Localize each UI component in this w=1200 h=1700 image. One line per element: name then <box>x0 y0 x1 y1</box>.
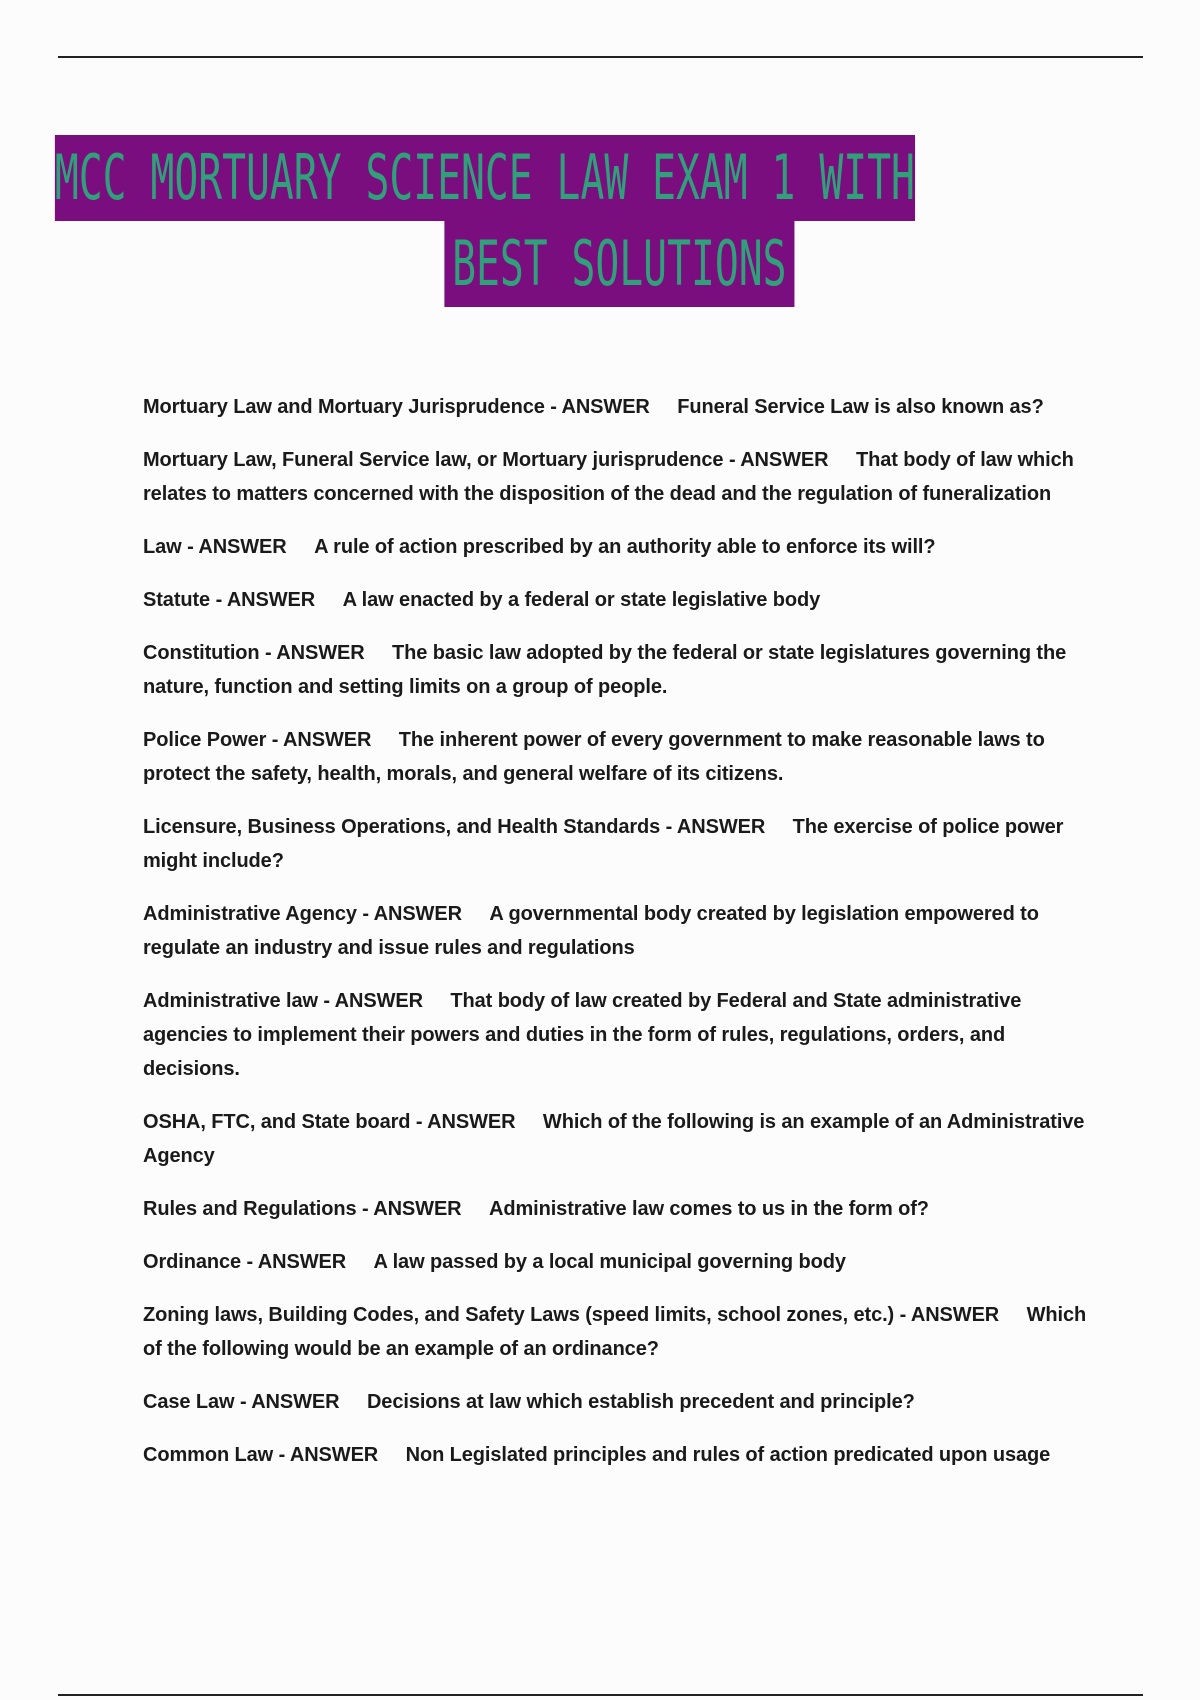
qa-definition: Funeral Service Law is also known as? <box>677 396 1044 418</box>
qa-item <box>143 443 1103 511</box>
qa-item <box>143 984 1103 1086</box>
qa-term: Common Law <box>143 1444 274 1466</box>
qa-definition: That body of law which relates to matters concerned with the disposition of the dead and the regulation of funeralization <box>143 449 1074 505</box>
qa-term: Rules and Regulations <box>143 1198 357 1220</box>
answer-marker: - ANSWER <box>728 449 829 471</box>
answer-marker: - ANSWER <box>271 729 372 751</box>
qa-definition: The exercise of police power might include? <box>143 816 1064 872</box>
answer-marker: - ANSWER <box>265 642 365 664</box>
qa-item <box>143 1245 1103 1279</box>
qa-definition: A governmental body created by legislation empowered to regulate an industry and issue rules and regulations <box>143 903 1039 959</box>
title-line-1: MCC MORTUARY SCIENCE LAW EXAM 1 WITH <box>55 135 915 221</box>
qa-term: Administrative Agency <box>143 903 357 925</box>
qa-term: Law <box>143 536 182 558</box>
qa-definition: That body of law created by Federal and State administrative agencies to implement their powers and duties in the form of rules, regulations, orders, and decisions. <box>143 990 1022 1080</box>
qa-definition: Which of the following is an example of an Administrative Agency <box>143 1111 1085 1167</box>
qa-definition: The basic law adopted by the federal or state legislatures governing the nature, function and setting limits on a group of people. <box>143 642 1067 698</box>
qa-definition: Which of the following would be an example of an ordinance? <box>143 1304 1087 1360</box>
qa-item <box>143 636 1103 704</box>
qa-item <box>143 530 1103 564</box>
qa-definition: Non Legislated principles and rules of action predicated upon usage <box>405 1444 1051 1466</box>
qa-item <box>143 1105 1103 1173</box>
answer-marker: - ANSWER <box>187 536 287 558</box>
answer-marker: - ANSWER <box>246 1251 347 1273</box>
qa-term: Constitution <box>143 642 260 664</box>
qa-item <box>143 1298 1103 1366</box>
answer-marker: - ANSWER <box>550 396 650 418</box>
qa-item <box>143 583 1103 617</box>
answer-marker: - ANSWER <box>278 1444 379 1466</box>
qa-definition: A law passed by a local municipal governing body <box>373 1251 846 1273</box>
qa-term: Administrative law <box>143 990 318 1012</box>
answer-marker: - ANSWER <box>665 816 766 838</box>
qa-term: Zoning laws, Building Codes, and Safety Laws (speed limits, school zones, etc.) <box>143 1304 895 1326</box>
qa-term: Police Power <box>143 729 267 751</box>
document-title <box>54 135 1101 307</box>
title-line-2: BEST SOLUTIONS <box>444 221 794 307</box>
qa-definition: Decisions at law which establish precedent and principle? <box>366 1391 915 1413</box>
qa-item <box>143 723 1103 791</box>
qa-definition: A law enacted by a federal or state legislative body <box>342 589 821 611</box>
answer-marker: - ANSWER <box>239 1391 340 1413</box>
footer-rule <box>58 1694 1143 1696</box>
qa-term: Mortuary Law, Funeral Service law, or Mortuary jurisprudence <box>143 449 724 471</box>
answer-marker: - ANSWER <box>899 1304 1000 1326</box>
header-rule <box>58 56 1143 58</box>
answer-marker: - ANSWER <box>215 589 316 611</box>
qa-definition: The inherent power of every government to make reasonable laws to protect the safety, health, morals, and general welfare of its citizens. <box>143 729 1045 785</box>
qa-term: Licensure, Business Operations, and Health Standards <box>143 816 661 838</box>
answer-marker: - ANSWER <box>361 1198 462 1220</box>
answer-marker: - ANSWER <box>415 1111 516 1133</box>
answer-marker: - ANSWER <box>323 990 423 1012</box>
qa-term: Case Law <box>143 1391 235 1413</box>
qa-list <box>143 390 1103 1491</box>
qa-term: Mortuary Law and Mortuary Jurisprudence <box>143 396 545 418</box>
qa-term: Statute <box>143 589 211 611</box>
qa-item <box>143 390 1103 424</box>
qa-definition: Administrative law comes to us in the form of? <box>489 1198 929 1220</box>
qa-item <box>143 1438 1103 1472</box>
answer-marker: - ANSWER <box>362 903 462 925</box>
qa-term: Ordinance <box>143 1251 242 1273</box>
qa-item <box>143 1385 1103 1419</box>
qa-item <box>143 810 1103 878</box>
qa-term: OSHA, FTC, and State board <box>143 1111 411 1133</box>
qa-item <box>143 1192 1103 1226</box>
qa-item <box>143 897 1103 965</box>
qa-definition: A rule of action prescribed by an authority able to enforce its will? <box>314 536 936 558</box>
